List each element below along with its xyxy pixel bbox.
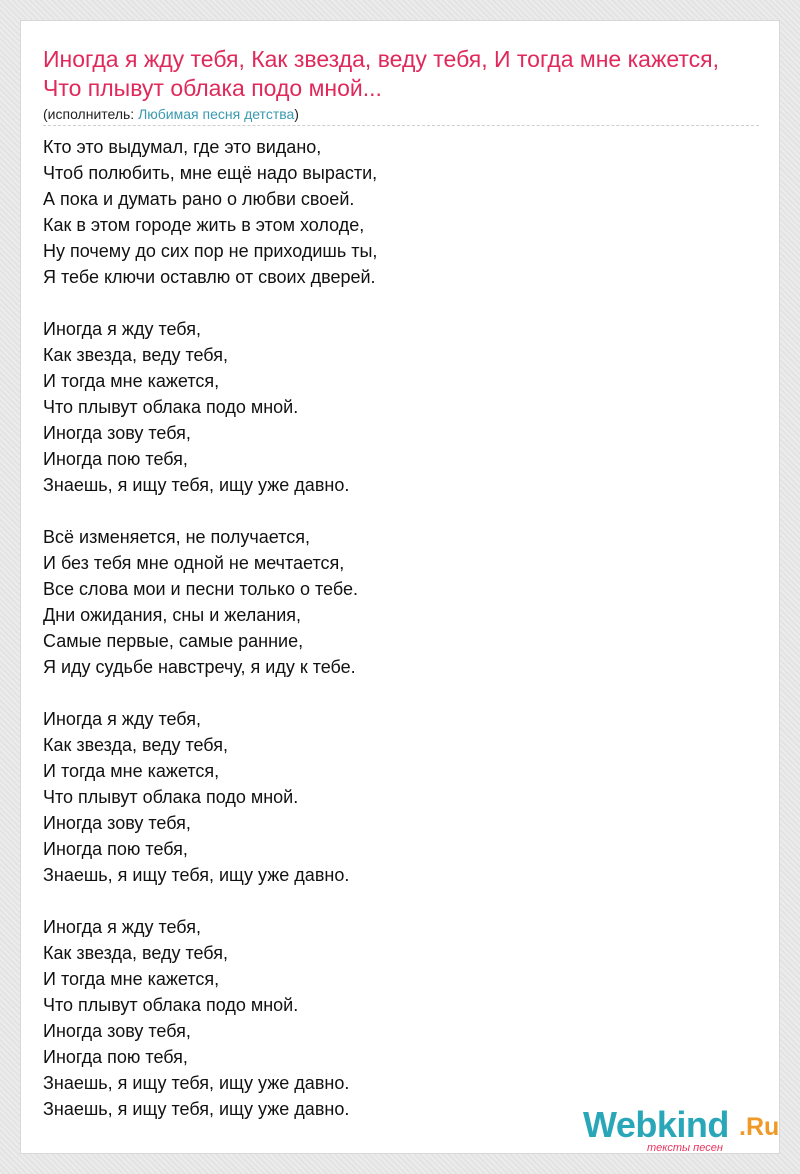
lyrics-line: Иногда пою тебя, xyxy=(43,449,188,469)
lyrics-line: Знаешь, я ищу тебя, ищу уже давно. xyxy=(43,865,350,885)
lyrics-line: Иногда зову тебя, xyxy=(43,813,191,833)
lyrics-line: Знаешь, я ищу тебя, ищу уже давно. xyxy=(43,1073,350,1093)
lyrics-line: Иногда я жду тебя, xyxy=(43,319,201,339)
lyrics-line: Иногда зову тебя, xyxy=(43,423,191,443)
lyrics-line: И тогда мне кажется, xyxy=(43,969,220,989)
lyrics-line: Всё изменяется, не получается, xyxy=(43,527,311,547)
artist-prefix: (исполнитель: xyxy=(43,106,139,122)
lyrics-line: Иногда пою тебя, xyxy=(43,839,188,859)
lyrics-line: Что плывут облака подо мной. xyxy=(43,995,299,1015)
artist-line xyxy=(43,105,759,126)
lyrics-line: И без тебя мне одной не мечтается, xyxy=(43,553,345,573)
lyrics-line: Что плывут облака подо мной. xyxy=(43,787,299,807)
artist-link[interactable]: Любимая песня детства xyxy=(138,106,295,122)
lyrics-line: Ну почему до сих пор не приходишь ты, xyxy=(43,241,378,261)
lyrics-line: А пока и думать рано о любви своей. xyxy=(43,189,355,209)
lyrics-line: Все слова мои и песни только о тебе. xyxy=(43,579,358,599)
lyrics-stanza xyxy=(43,706,759,888)
song-title: Иногда я жду тебя, Как звезда, веду тебя, И тогда мне кажется, Что плывут облака подо мной... xyxy=(43,46,720,101)
lyrics-line: Знаешь, я ищу тебя, ищу уже давно. xyxy=(43,475,350,495)
lyrics-line: Иногда я жду тебя, xyxy=(43,917,201,937)
lyrics-line: Иногда я жду тебя, xyxy=(43,709,201,729)
lyrics-line: Самые первые, самые ранние, xyxy=(43,631,304,651)
lyrics-line: Как звезда, веду тебя, xyxy=(43,735,228,755)
lyrics-stanza xyxy=(43,316,759,498)
lyrics-line: Как в этом городе жить в этом холоде, xyxy=(43,215,365,235)
lyrics-line: Как звезда, веду тебя, xyxy=(43,943,228,963)
logo-subtitle: тексты песен xyxy=(647,1142,723,1154)
lyrics-line: Как звезда, веду тебя, xyxy=(43,345,228,365)
lyrics-stanza xyxy=(43,524,759,680)
lyrics-stanza xyxy=(43,134,759,290)
lyrics-line: Я тебе ключи оставлю от своих дверей. xyxy=(43,267,376,287)
lyrics-line: Знаешь, я ищу тебя, ищу уже давно. xyxy=(43,1099,350,1119)
lyrics-line: Иногда пою тебя, xyxy=(43,1047,188,1067)
artist-suffix: ) xyxy=(294,106,299,122)
lyrics-line: Что плывут облака подо мной. xyxy=(43,397,299,417)
lyrics-line: И тогда мне кажется, xyxy=(43,761,220,781)
logo-tld-text: .Ru xyxy=(739,1113,780,1141)
lyrics-line: Дни ожидания, сны и желания, xyxy=(43,605,301,625)
lyrics-card xyxy=(20,20,780,1154)
lyrics-stanza xyxy=(43,914,759,1122)
logo-main-text: Webkind xyxy=(583,1104,729,1145)
lyrics-line: Кто это выдумал, где это видано, xyxy=(43,137,322,157)
lyrics-line: Иногда зову тебя, xyxy=(43,1021,191,1041)
lyrics-line: Я иду судьбе навстречу, я иду к тебе. xyxy=(43,657,356,677)
lyrics-body xyxy=(43,134,759,1148)
lyrics-line: Чтоб полюбить, мне ещё надо вырасти, xyxy=(43,163,378,183)
lyrics-line: И тогда мне кажется, xyxy=(43,371,220,391)
site-logo[interactable] xyxy=(583,1105,783,1155)
